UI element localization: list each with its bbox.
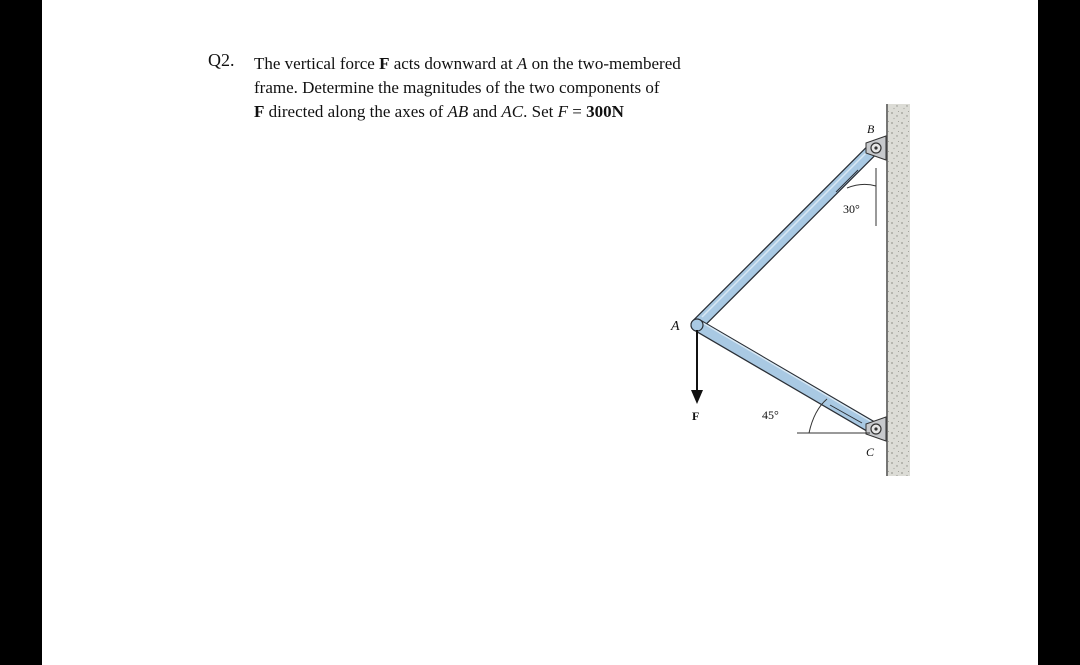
member-ab-symbol: AB bbox=[447, 102, 469, 121]
wall bbox=[886, 104, 910, 476]
equals-sign: = bbox=[567, 102, 587, 121]
member-ac bbox=[697, 323, 875, 429]
force-symbol: F bbox=[379, 54, 390, 73]
force-variable: F bbox=[557, 102, 568, 121]
force-arrow bbox=[691, 330, 703, 404]
force-value: 300N bbox=[586, 102, 624, 121]
question-line-2: frame. Determine the magnitudes of the two components of bbox=[254, 78, 660, 97]
text-segment: . Set bbox=[523, 102, 558, 121]
text-segment: acts downward at bbox=[389, 54, 517, 73]
angle-45-label: 45° bbox=[762, 408, 779, 422]
text-segment: on the two-membered bbox=[527, 54, 681, 73]
label-a: A bbox=[671, 319, 680, 334]
member-ab bbox=[697, 147, 875, 325]
question-number: Q2. bbox=[208, 50, 235, 70]
text-segment: The vertical force bbox=[254, 54, 380, 73]
point-symbol: A bbox=[516, 54, 528, 73]
label-c: C bbox=[866, 445, 875, 459]
angle-30-label: 30° bbox=[843, 202, 860, 216]
label-b: B bbox=[867, 122, 875, 136]
text-segment: directed along the axes of bbox=[264, 102, 448, 121]
member-ac-symbol: AC bbox=[501, 102, 524, 121]
joint-a bbox=[691, 319, 703, 331]
label-f: F bbox=[692, 409, 700, 423]
text-segment: and bbox=[468, 102, 502, 121]
force-symbol: F bbox=[254, 102, 265, 121]
